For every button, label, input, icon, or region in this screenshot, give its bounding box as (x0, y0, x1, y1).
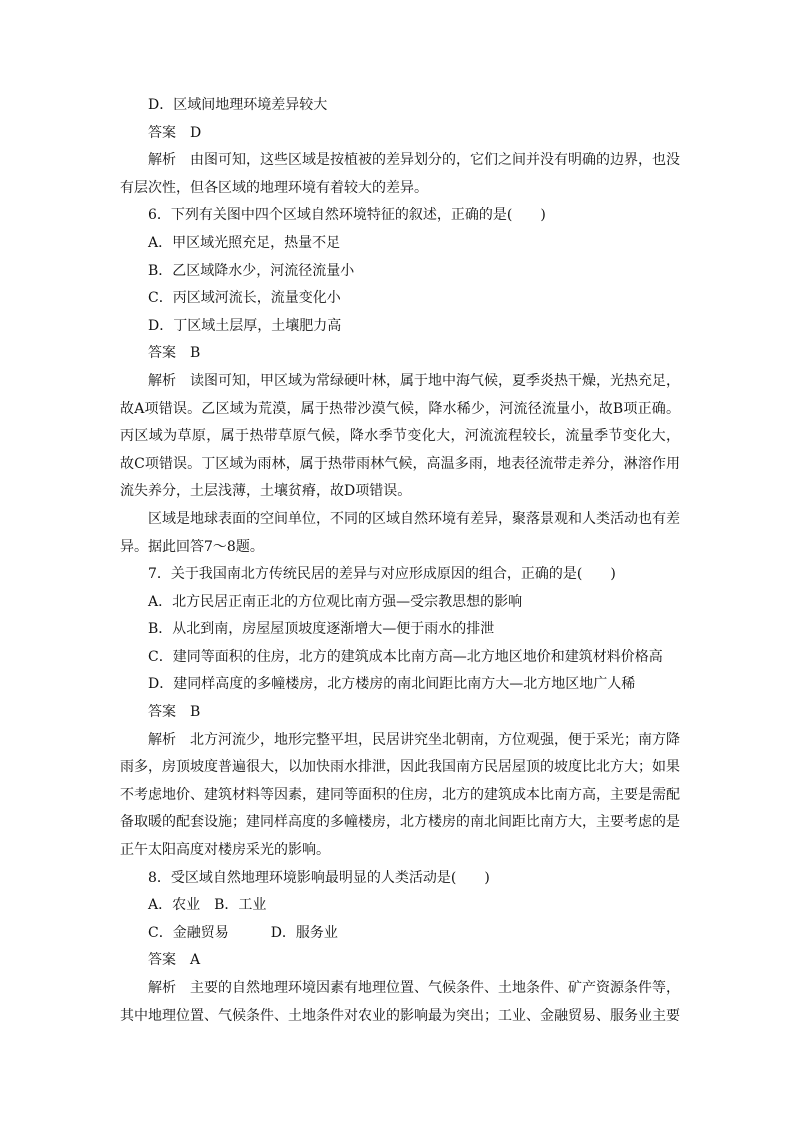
analysis-6-line-5: 流失养分，土层浅薄，土壤贫瘠，故D项错误。 (120, 483, 412, 500)
answer-8: 答案 A (148, 952, 201, 969)
analysis-7-line-4: 备取暖的配套设施；建同样高度的多幢楼房，北方楼房的南北间距比南方大，主要考虑的是 (120, 814, 680, 831)
question-8: 8．受区域自然地理环境影响最明显的人类活动是( ) (148, 869, 490, 886)
analysis-7-line-1: 解析 北方河流少，地形完整平坦，民居讲究坐北朝南，方位观强，便于采光；南方降 (148, 731, 680, 748)
option-6d: D．丁区域土层厚，土壤肥力高 (148, 317, 342, 334)
option-7d: D．建同样高度的多幢楼房，北方楼房的南北间距比南方大—北方地区地广人稀 (148, 676, 636, 693)
option-7a: A．北方民居正南正北的方位观比南方强—受宗教思想的影响 (148, 593, 523, 610)
analysis-8-line-1: 解析 主要的自然地理环境因素有地理位置、气候条件、土地条件、矿产资源条件等， (148, 980, 680, 996)
document-body (120, 92, 680, 1030)
analysis-8-line-2: 其中地理位置、气候条件、土地条件对农业的影响最为突出；工业、金融贸易、服务业主要 (120, 1007, 680, 1024)
option-6a: A．甲区域光照充足，热量不足 (148, 234, 341, 251)
material-line-1: 区域是地球表面的空间单位，不同的区域自然环境有差异，聚落景观和人类活动也有差 (148, 510, 680, 527)
analysis-5-line-2: 有层次性，但各区域的地理环境有着较大的差异。 (120, 179, 428, 196)
option-8ab: A．农业 B．工业 (148, 897, 267, 914)
analysis-5-line-1: 解析 由图可知，这些区域是按植被的差异划分的，它们之间并没有明确的边界，也没 (148, 152, 680, 169)
analysis-6-line-4: 故C项错误。丁区域为雨林，属于热带雨林气候，高温多雨，地表径流带走养分，淋溶作用 (120, 455, 680, 472)
answer-6: 答案 B (148, 345, 201, 362)
option-6b: B．乙区域降水少，河流径流量小 (148, 262, 355, 279)
option-5d: D．区域间地理环境差异较大 (148, 97, 328, 113)
answer-5: 答案 D (148, 124, 202, 141)
question-6: 6．下列有关图中四个区域自然环境特征的叙述，正确的是( ) (148, 207, 546, 224)
analysis-7-line-3: 不考虑地价、建筑材料等因素，建同等面积的住房，北方的建筑成本比南方高，主要是需配 (120, 786, 680, 803)
analysis-6-line-2: 故A项错误。乙区域为荒漠，属于热带沙漠气候，降水稀少，河流径流量小，故B项正确。 (120, 400, 680, 417)
question-7: 7．关于我国南北方传统民居的差异与对应形成原因的组合，正确的是( ) (148, 566, 616, 583)
analysis-7-line-5: 正午太阳高度对楼房采光的影响。 (120, 842, 330, 859)
analysis-7-line-2: 雨多，房顶坡度普遍很大，以加快雨水排泄，因此我国南方民居屋顶的坡度比北方大；如果 (120, 759, 680, 776)
option-7b: B．从北到南，房屋屋顶坡度逐渐增大—便于雨水的排泄 (148, 621, 495, 638)
material-line-2: 异。据此回答7～8题。 (120, 538, 264, 555)
answer-7: 答案 B (148, 704, 201, 721)
option-7c: C．建同等面积的住房，北方的建筑成本比南方高—北方地区地价和建筑材料价格高 (148, 648, 663, 665)
analysis-6-line-1: 解析 读图可知，甲区域为常绿硬叶林，属于地中海气候，夏季炎热干燥，光热充足， (148, 372, 680, 389)
option-8cd: C．金融贸易 D．服务业 (148, 924, 338, 941)
analysis-6-line-3: 丙区域为草原，属于热带草原气候，降水季节变化大，河流流程较长，流量季节变化大， (120, 428, 680, 445)
option-6c: C．丙区域河流长，流量变化小 (148, 290, 341, 307)
